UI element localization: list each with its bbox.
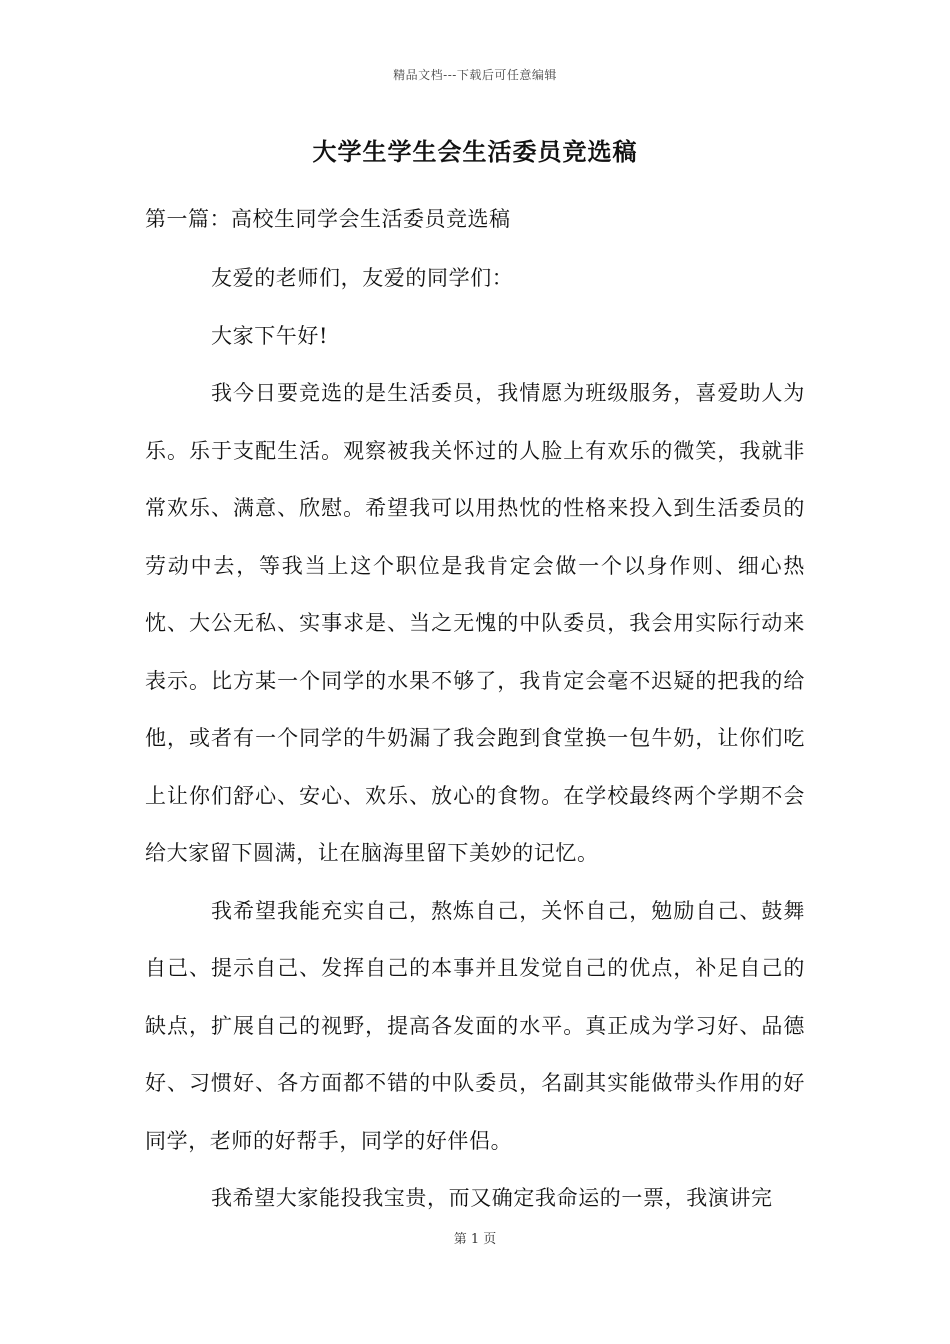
header-note: 精品文档---下载后可任意编辑 [393, 68, 557, 82]
body-paragraph: 我希望大家能投我宝贵，而又确定我命运的一票，我演讲完 [211, 1186, 773, 1210]
salutation-paragraph: 友爱的老师们，友爱的同学们： [211, 266, 514, 290]
body-paragraph: 我希望我能充实自己，熬炼自己，关怀自己，勉励自己、鼓舞自己、提示自己、发挥自己的本事并且发觉自己的优点，补足自己的缺点，扩展自己的视野，提高各发面的水平。真正成为学习好、品德好、习惯好、各方面都不错的中队委员，名副其实能做带头作用的好同学，老师的好帮手，同学的好伴侣。 [145, 898, 805, 1153]
section-heading: 第一篇：高校生同学会生活委员竞选稿 [145, 207, 511, 231]
page-number: 第 1 页 [453, 1232, 497, 1247]
body-paragraph: 我今日要竞选的是生活委员，我情愿为班级服务，喜爱助人为乐。乐于支配生活。观察被我关怀过的人脸上有欢乐的微笑，我就非常欢乐、满意、欣慰。希望我可以用热忱的性格来投入到生活委员的劳动中去，等我当上这个职位是我肯定会做一个以身作则、细心热忱、大公无私、实事求是、当之无愧的中队委员，我会用实际行动来表示。比方某一个同学的水果不够了，我肯定会毫不迟疑的把我的给他，或者有一个同学的牛奶漏了我会跑到食堂换一包牛奶，让你们吃上让你们舒心、安心、欢乐、放心的食物。在学校最终两个学期不会给大家留下圆满，让在脑海里留下美妙的记忆。 [145, 381, 805, 865]
greeting-paragraph: 大家下午好! [211, 323, 329, 348]
document-title: 大学生学生会生活委员竞选稿 [312, 137, 638, 166]
document-body [145, 250, 805, 1228]
